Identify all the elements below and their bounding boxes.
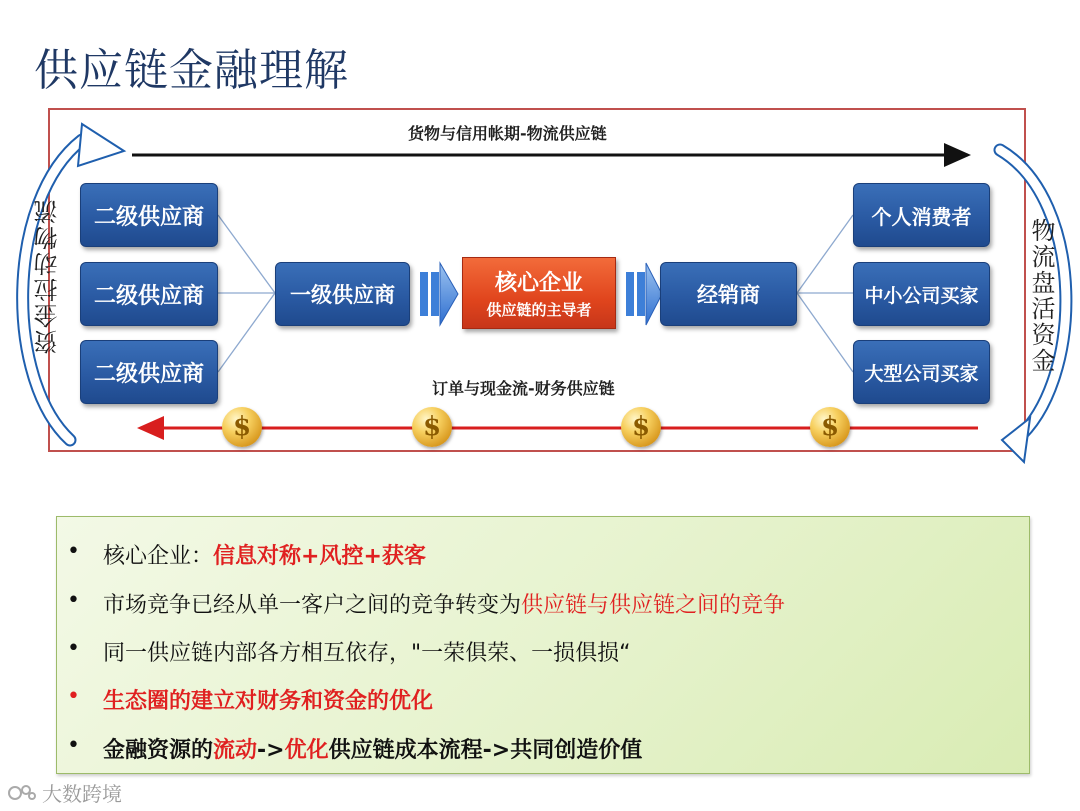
right-side-label: 物流盘活资金 bbox=[1027, 218, 1055, 374]
secondary-supplier-box: 二级供应商 bbox=[80, 262, 218, 326]
watermark-logo-icon bbox=[8, 782, 36, 804]
summary-panel: • 核心企业：信息对称+风控+获客 • 市场竞争已经从单一客户之间的竞争转变为供应链与供应链之间的竞争 • 同一供应链内部各方相互依存，"一荣俱荣、一损俱损“ • 生态圈的建立对财务和资金的优化 • 金融资源的流动->优化供应链成本流程->共同创造价值 bbox=[56, 516, 1030, 774]
secondary-supplier-box: 二级供应商 bbox=[80, 340, 218, 404]
core-enterprise-box bbox=[462, 257, 616, 329]
left-side-label: 资金拉动物流 bbox=[34, 198, 62, 354]
buyer-box-consumer: 个人消费者 bbox=[853, 183, 990, 247]
buyer-box-smb: 中小公司买家 bbox=[853, 262, 990, 326]
bottom-flow-label: 订单与现金流-财务供应链 bbox=[432, 379, 615, 398]
dollar-coin-icon: $ bbox=[222, 407, 262, 447]
top-flow-label: 货物与信用帐期-物流供应链 bbox=[408, 124, 607, 143]
primary-supplier-box: 一级供应商 bbox=[275, 262, 410, 326]
dollar-coin-icon: $ bbox=[621, 407, 661, 447]
page-title: 供应链金融理解 bbox=[34, 45, 349, 96]
core-subtitle: 供应链的主导者 bbox=[486, 301, 592, 319]
secondary-supplier-box: 二级供应商 bbox=[80, 183, 218, 247]
dollar-coin-icon: $ bbox=[810, 407, 850, 447]
distributor-box: 经销商 bbox=[660, 262, 797, 326]
core-title: 核心企业 bbox=[494, 271, 583, 296]
watermark: 大数跨境 bbox=[8, 778, 122, 807]
buyer-box-large: 大型公司买家 bbox=[853, 340, 990, 404]
dollar-coin-icon: $ bbox=[412, 407, 452, 447]
